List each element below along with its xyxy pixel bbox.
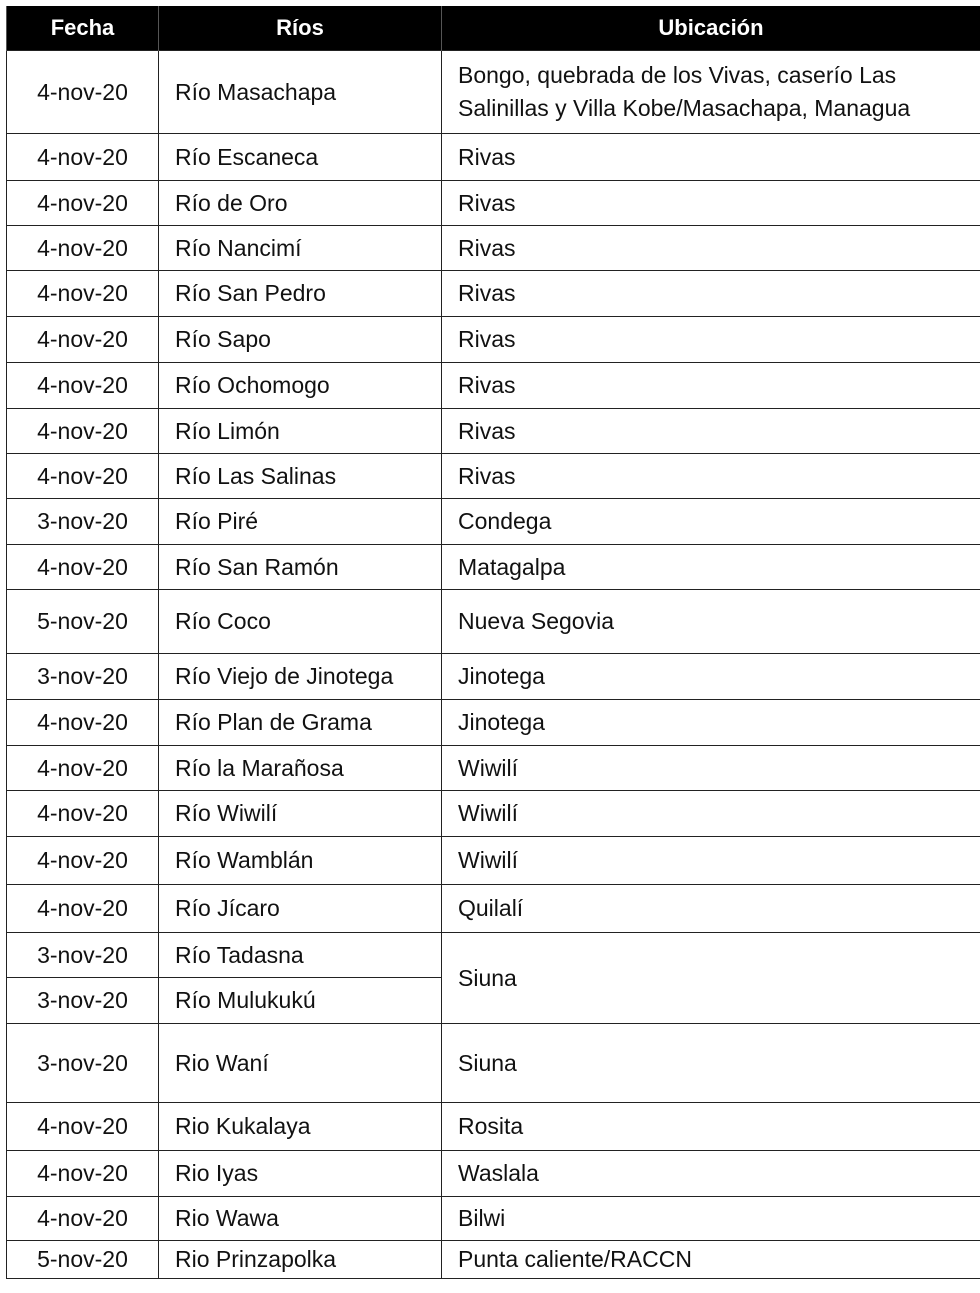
table-row: [7, 1103, 980, 1151]
river-cell: Río Las Salinas: [159, 454, 442, 499]
river-cell: Río Escaneca: [159, 134, 442, 181]
date-cell: 4-nov-20: [7, 1197, 159, 1241]
location-cell: Wiwilí: [442, 837, 980, 885]
date-cell: 5-nov-20: [7, 590, 159, 654]
location-cell: Bongo, quebrada de los Vivas, caserío Las Salinillas y Villa Kobe/Masachapa, Managua: [442, 51, 980, 134]
table-row: [7, 409, 980, 454]
river-cell: Río Coco: [159, 590, 442, 654]
date-cell: 4-nov-20: [7, 1151, 159, 1197]
location-cell: Siuna: [442, 1024, 980, 1103]
location-cell: Rivas: [442, 409, 980, 454]
table-row: [7, 700, 980, 746]
date-cell: 4-nov-20: [7, 409, 159, 454]
river-cell: Río la Marañosa: [159, 746, 442, 791]
date-cell: 4-nov-20: [7, 700, 159, 746]
date-cell: 3-nov-20: [7, 978, 159, 1024]
date-cell: 4-nov-20: [7, 885, 159, 933]
date-cell: 5-nov-20: [7, 1241, 159, 1279]
date-cell: 4-nov-20: [7, 545, 159, 590]
river-cell: Río Ochomogo: [159, 363, 442, 409]
river-cell: Río Sapo: [159, 317, 442, 363]
river-cell: Rio Iyas: [159, 1151, 442, 1197]
location-cell: Quilalí: [442, 885, 980, 933]
table-row: [7, 837, 980, 885]
river-cell: Río San Ramón: [159, 545, 442, 590]
river-cell: Río Jícaro: [159, 885, 442, 933]
location-cell: Wiwilí: [442, 791, 980, 837]
location-cell: Jinotega: [442, 700, 980, 746]
location-cell: Rivas: [442, 271, 980, 317]
date-cell: 3-nov-20: [7, 1024, 159, 1103]
location-cell: Siuna: [442, 933, 980, 1024]
date-cell: 4-nov-20: [7, 837, 159, 885]
table-row: [7, 590, 980, 654]
date-cell: 4-nov-20: [7, 51, 159, 134]
table-row: [7, 454, 980, 499]
river-cell: Río Tadasna: [159, 933, 442, 978]
river-cell: Río Masachapa: [159, 51, 442, 134]
header-row: [7, 6, 980, 51]
location-cell: Rivas: [442, 317, 980, 363]
date-cell: 4-nov-20: [7, 1103, 159, 1151]
river-cell: Río Piré: [159, 499, 442, 545]
table-row: [7, 181, 980, 226]
river-cell: Rio Wawa: [159, 1197, 442, 1241]
river-cell: Rio Prinzapolka: [159, 1241, 442, 1279]
river-cell: Río Nancimí: [159, 226, 442, 271]
table-row: [7, 885, 980, 933]
river-cell: Río Wiwilí: [159, 791, 442, 837]
table-row: [7, 499, 980, 545]
location-cell: Rivas: [442, 181, 980, 226]
date-cell: 4-nov-20: [7, 746, 159, 791]
date-cell: 4-nov-20: [7, 454, 159, 499]
header-rios: Ríos: [159, 6, 442, 51]
header-fecha: Fecha: [7, 6, 159, 51]
date-cell: 3-nov-20: [7, 654, 159, 700]
location-cell: Rivas: [442, 226, 980, 271]
location-cell: Rivas: [442, 454, 980, 499]
rivers-table: [6, 6, 980, 1279]
location-cell: Wiwilí: [442, 746, 980, 791]
location-cell: Rosita: [442, 1103, 980, 1151]
location-cell: Waslala: [442, 1151, 980, 1197]
table-row: [7, 226, 980, 271]
date-cell: 4-nov-20: [7, 363, 159, 409]
table-row: [7, 1151, 980, 1197]
date-cell: 4-nov-20: [7, 134, 159, 181]
date-cell: 4-nov-20: [7, 181, 159, 226]
table-row: [7, 746, 980, 791]
river-cell: Río Viejo de Jinotega: [159, 654, 442, 700]
date-cell: 4-nov-20: [7, 791, 159, 837]
date-cell: 4-nov-20: [7, 317, 159, 363]
location-cell: Jinotega: [442, 654, 980, 700]
table-row: [7, 271, 980, 317]
table-row: [7, 791, 980, 837]
table-row: [7, 317, 980, 363]
table-row: [7, 363, 980, 409]
river-cell: Rio Kukalaya: [159, 1103, 442, 1151]
table-row: [7, 1241, 980, 1279]
location-cell: Condega: [442, 499, 980, 545]
river-cell: Río Limón: [159, 409, 442, 454]
location-cell: Bilwi: [442, 1197, 980, 1241]
river-cell: Río San Pedro: [159, 271, 442, 317]
location-cell: Nueva Segovia: [442, 590, 980, 654]
location-cell: Punta caliente/RACCN: [442, 1241, 980, 1279]
river-cell: Río de Oro: [159, 181, 442, 226]
river-cell: Río Mulukukú: [159, 978, 442, 1024]
table-row: [7, 51, 980, 134]
location-cell: Matagalpa: [442, 545, 980, 590]
river-cell: Rio Waní: [159, 1024, 442, 1103]
river-cell: Río Wamblán: [159, 837, 442, 885]
date-cell: 4-nov-20: [7, 271, 159, 317]
date-cell: 3-nov-20: [7, 933, 159, 978]
table-row: [7, 933, 980, 978]
location-cell: Rivas: [442, 363, 980, 409]
date-cell: 3-nov-20: [7, 499, 159, 545]
table-row: [7, 654, 980, 700]
location-cell: Rivas: [442, 134, 980, 181]
header-ubicacion: Ubicación: [442, 6, 980, 51]
date-cell: 4-nov-20: [7, 226, 159, 271]
table-row: [7, 1024, 980, 1103]
table-row: [7, 134, 980, 181]
table-row: [7, 1197, 980, 1241]
table-row: [7, 545, 980, 590]
river-cell: Río Plan de Grama: [159, 700, 442, 746]
